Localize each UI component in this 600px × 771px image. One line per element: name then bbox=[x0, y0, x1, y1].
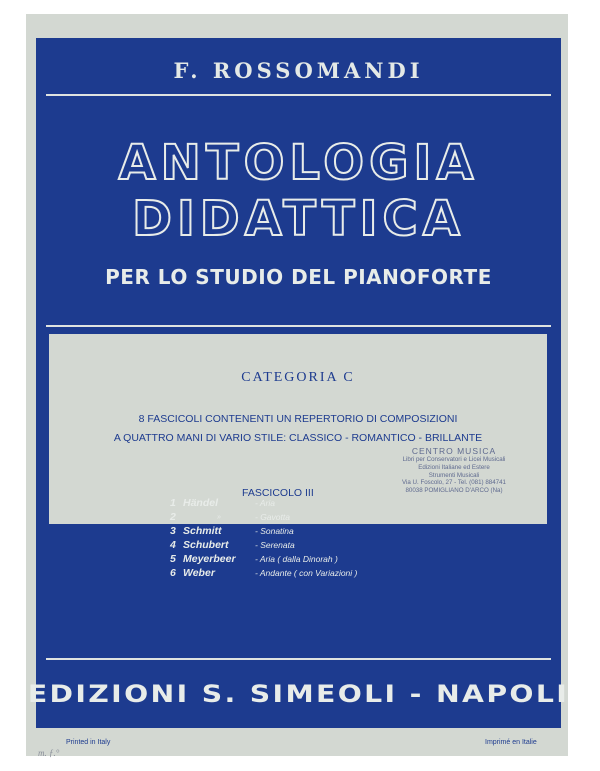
title-line-1: ANTOLOGIA bbox=[118, 135, 479, 191]
handwritten-note: m. ƒ.° bbox=[38, 748, 60, 758]
piece-title: - Gavotta bbox=[255, 512, 290, 522]
list-item bbox=[45, 497, 485, 511]
piece-title: - Andante ( con Variazioni ) bbox=[255, 568, 358, 578]
cover-frame bbox=[27, 38, 570, 728]
divider-rule bbox=[46, 658, 551, 660]
list-item bbox=[45, 525, 485, 539]
list-item bbox=[45, 511, 485, 525]
contents-list bbox=[45, 497, 485, 581]
list-item bbox=[45, 567, 485, 581]
composer-name: Weber bbox=[183, 567, 215, 579]
description-line-1: 8 FASCICOLI CONTENENTI UN REPERTORIO DI COMPOSIZIONI bbox=[138, 413, 458, 425]
composer-name: Meyerbeer bbox=[183, 553, 236, 565]
categoria-label: CATEGORIA C bbox=[241, 370, 355, 385]
title-line-2: DIDATTICA bbox=[132, 191, 465, 247]
item-number: 2 bbox=[170, 511, 176, 523]
author-name: F. ROSSOMANDI bbox=[173, 58, 424, 83]
list-item bbox=[45, 553, 485, 567]
stamp-line: 80038 POMIGLIANO D'ARCO (Na) bbox=[405, 487, 503, 495]
stamp-line: Strumenti Musicali bbox=[428, 471, 480, 479]
dealer-stamp bbox=[379, 446, 529, 495]
piece-title: - Serenata bbox=[255, 540, 295, 550]
item-number: 5 bbox=[170, 553, 176, 565]
stamp-line: CENTRO MUSICA bbox=[411, 446, 497, 456]
description-line-2: A QUATTRO MANI DI VARIO STILE: CLASSICO - ROMANTICO - BRILLANTE bbox=[113, 432, 483, 444]
piece-title: - Aria bbox=[255, 498, 275, 508]
composer-name: Schmitt bbox=[183, 525, 222, 537]
subtitle: PER LO STUDIO DEL PIANOFORTE bbox=[105, 265, 492, 289]
stamp-line: Edizioni Italiane ed Estere bbox=[418, 463, 490, 471]
stamp-line: Libri per Conservatori e Licei Musicali bbox=[402, 456, 506, 463]
fascicolo-label: FASCICOLO III bbox=[242, 487, 314, 499]
divider-rule bbox=[46, 94, 551, 96]
composer-name: Schubert bbox=[183, 539, 229, 551]
item-number: 4 bbox=[170, 539, 176, 551]
imprime-en-italie: Imprimé en Italie bbox=[485, 739, 537, 746]
list-item bbox=[45, 539, 485, 553]
publisher-name: EDIZIONI S. SIMEOLI - NAPOLI bbox=[27, 680, 570, 708]
piece-title: - Aria ( dalla Dinorah ) bbox=[255, 554, 338, 564]
piece-title: - Sonatina bbox=[255, 526, 294, 536]
ditto-mark: » bbox=[217, 514, 221, 521]
stamp-line: Via U. Foscolo, 27 - Tel. (081) 884741 bbox=[402, 479, 506, 487]
item-number: 3 bbox=[170, 525, 176, 537]
item-number: 1 bbox=[170, 497, 176, 509]
printed-in-italy: Printed in Italy bbox=[66, 739, 111, 746]
divider-rule bbox=[46, 325, 551, 327]
item-number: 6 bbox=[170, 567, 176, 579]
composer-name: Händel bbox=[183, 497, 219, 509]
info-panel bbox=[49, 334, 547, 524]
